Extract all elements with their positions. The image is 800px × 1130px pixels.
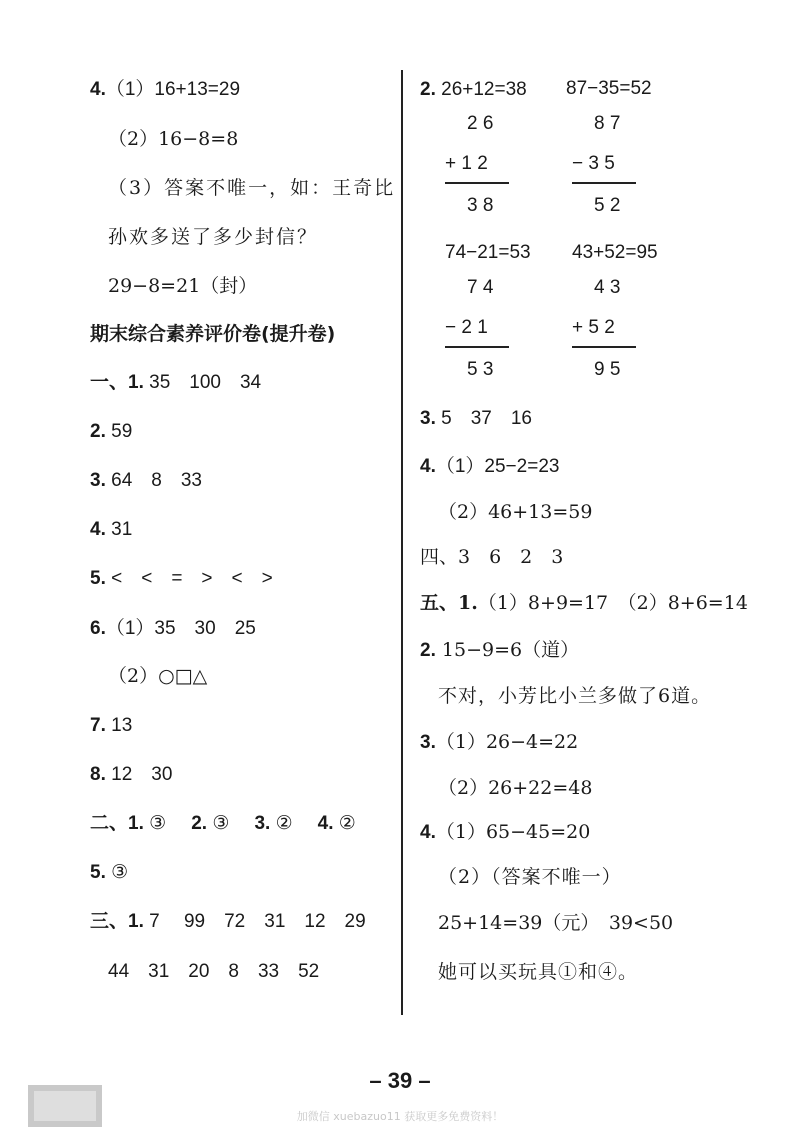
vc1-mid: + 1 2 [445, 153, 488, 174]
vc2-mid: − 3 5 [572, 153, 615, 174]
right-q3: 3. 5 37 16 [420, 408, 532, 429]
page-number: – 39 – [369, 1068, 431, 1093]
left-q4-3a: （3）答案不唯一，如：王奇比 [108, 177, 396, 199]
s3-q1-row2: 44 31 20 8 33 52 [108, 961, 320, 982]
s5-q2-answer: 不对，小芳比小兰多做了6道。 [438, 685, 712, 707]
vc4-rule [572, 346, 636, 348]
right-q4-1: 4.（1）25−2=23 [420, 456, 560, 477]
vc1-rule [445, 182, 509, 184]
left-q4-3c: 29−8=21（封） [108, 275, 258, 297]
right-q2-eq4: 43+52=95 [572, 242, 658, 263]
s2-q1-4: 二、1. ③ 2. ③ 3. ② 4. ② [90, 813, 356, 834]
s1-q1: 一、1. 35 100 34 [90, 372, 262, 393]
s1-q3: 3. 64 8 33 [90, 470, 202, 491]
vc1-bot: 3 8 [467, 195, 494, 216]
s5-q1: 五、1.（1）8+9=17 （2）8+6=14 [420, 592, 748, 614]
left-q4-1: 4.（1）16+13=29 [90, 79, 241, 100]
s5-q4-answer: 她可以买玩具①和④。 [438, 961, 639, 983]
vc4-bot: 9 5 [594, 359, 621, 380]
vc4-top: 4 3 [594, 277, 621, 298]
s1-q6: 6.（1）35 30 25 [90, 618, 256, 639]
vc1-top: 2 6 [467, 113, 494, 134]
right-q2-eq1: 2. 26+12=38 [420, 79, 527, 100]
column-divider [401, 70, 403, 1015]
s1-q8: 8. 12 30 [90, 764, 173, 785]
vc3-bot: 5 3 [467, 359, 494, 380]
vc3-top: 7 4 [467, 277, 494, 298]
vc3-mid: − 2 1 [445, 317, 488, 338]
left-q4-2: （2）16−8=8 [108, 128, 239, 150]
s5-q2: 2. 15−9=6（道） [420, 639, 580, 661]
s5-q3: 3.（1）26−4=22 [420, 731, 579, 753]
section-title: 期末综合素养评价卷(提升卷) [90, 323, 336, 345]
s1-q4: 4. 31 [90, 519, 133, 540]
s5-q3-2: （2）26+22=48 [438, 777, 593, 799]
s1-q2: 2. 59 [90, 421, 133, 442]
vertical-calc-3 [445, 276, 515, 386]
right-q4-2: （2）46+13=59 [438, 501, 593, 523]
vertical-calc-2 [572, 112, 642, 222]
vertical-calc-4 [572, 276, 642, 386]
right-q2-eq2: 87−35=52 [566, 78, 652, 99]
right-q2-eq3: 74−21=53 [445, 242, 531, 263]
section-4: 四、3 6 2 3 [420, 546, 564, 568]
vc4-mid: + 5 2 [572, 317, 615, 338]
s3-q1: 三、1. 7 99 72 31 12 29 [90, 911, 366, 932]
s5-q4-2: （2）（答案不唯一） [438, 866, 622, 888]
s1-q5: 5. < < = > < > [90, 568, 273, 589]
vc2-rule [572, 182, 636, 184]
left-q4-3b: 孙欢多送了多少封信？ [108, 226, 319, 248]
s5-q4-calc: 25+14=39（元） 39<50 [438, 912, 674, 934]
vc2-bot: 5 2 [594, 195, 621, 216]
vc3-rule [445, 346, 509, 348]
s1-q6-2: （2）○□△ [108, 665, 208, 687]
watermark: 加微信 xuebazuo11 获取更多免费资料！ [296, 1110, 504, 1123]
s1-q7: 7. 13 [90, 715, 133, 736]
s2-q5: 5. ③ [90, 862, 129, 883]
vc2-top: 8 7 [594, 113, 621, 134]
s5-q4: 4.（1）65−45=20 [420, 821, 591, 843]
vertical-calc-1 [445, 112, 515, 222]
